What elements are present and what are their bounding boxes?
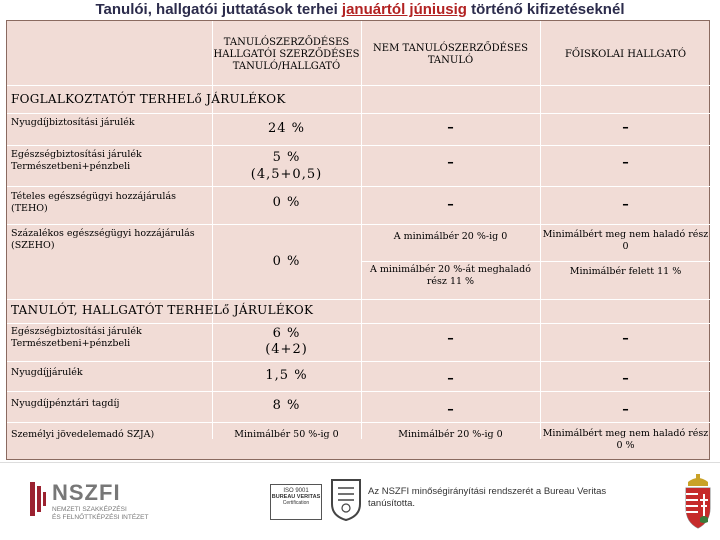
cell-dash: – <box>447 402 454 417</box>
cell-value: 8 % <box>272 398 301 413</box>
logo-subtitle-2: ÉS FELNŐTTKÉPZÉSI INTÉZET <box>52 514 149 521</box>
coat-of-arms-icon <box>682 472 714 532</box>
row-label-szja: Személyi jövedelemadó SZJA) <box>11 429 155 440</box>
section-student-contributions: TANULÓT, HALLGATÓT TERHELő JÁRULÉKOK <box>11 303 314 317</box>
cell-value: 1,5 % <box>265 368 308 383</box>
cell-dash: – <box>447 120 454 135</box>
cell-dash: – <box>447 371 454 386</box>
column-header-non-contract-student: NEM TANULÓSZERZŐDÉSES TANULÓ <box>373 43 528 66</box>
bureau-veritas-seal-icon <box>328 478 364 522</box>
cell-note: A minimálbér 20 %-ig 0 <box>393 231 508 242</box>
cell-note: Minimálbért meg nem haladó rész 0 % <box>542 428 709 451</box>
certification-text: Az NSZFI minőségirányítási rendszerét a Bureau Veritas tanúsította. <box>368 486 607 509</box>
cell-note: A minimálbér 20 %-át meghaladó rész 11 % <box>370 264 531 287</box>
cell-dash: – <box>622 402 629 417</box>
row-label-pension-fund: Nyugdíjpénztári tagdíj <box>11 398 120 409</box>
title-highlight: januártól júniusig <box>341 1 467 18</box>
nszfi-logo-mark-icon <box>30 482 48 516</box>
cell-note: Minimálbért meg nem haladó rész 0 <box>542 229 709 252</box>
hungarian-coat-of-arms <box>682 472 714 536</box>
cell-dash: – <box>622 155 629 170</box>
cell-dash: – <box>447 331 454 346</box>
cell-dash: – <box>622 331 629 346</box>
cell-value: 0 % <box>272 254 301 269</box>
cell-dash: – <box>447 155 454 170</box>
cell-note: Minimálbér 50 %-ig 0 <box>234 429 339 440</box>
cell-value-breakdown: (4+2) <box>265 342 308 357</box>
cell-value: 0 % <box>272 195 301 210</box>
row-label-szeho: Százalékos egészségügyi hozzájárulás (SZEHO) <box>11 228 195 251</box>
footer-divider <box>0 462 720 463</box>
column-header-contract-student: TANULÓSZERZŐDÉSES HALLGATÓI SZERZŐDÉSES TANULÓ/HALLGATÓ <box>213 37 360 72</box>
cell-dash: – <box>447 197 454 212</box>
row-label-pension-contribution: Nyugdíjjárulék <box>11 367 83 378</box>
cell-note: Minimálbér 20 %-ig 0 <box>398 429 503 440</box>
row-label-health-insurance-student: Egészségbiztosítási járulék Természetbeni+pénzbeli <box>11 326 142 349</box>
iso-box: ISO 9001 BUREAU VERITAS Certification <box>270 484 322 520</box>
row-label-health-insurance: Egészségbiztosítási járulék Természetbeni+pénzbeli <box>11 149 142 172</box>
cell-dash: – <box>622 120 629 135</box>
column-header-college-student: FŐISKOLAI HALLGATÓ <box>564 49 687 60</box>
logo-name: NSZFI <box>52 480 121 505</box>
logo-subtitle-1: NEMZETI SZAKKÉPZÉSI <box>52 506 127 513</box>
contributions-table <box>6 20 710 460</box>
page-title: Tanulói, hallgatói juttatások terhei januártól júniusig történő kifizetéseknél <box>95 1 625 18</box>
row-label-pension: Nyugdíjbiztosítási járulék <box>11 117 135 128</box>
row-label-teho: Tételes egészségügyi hozzájárulás (TEHO) <box>11 191 176 214</box>
cell-value: 6 % <box>272 326 301 341</box>
cell-dash: – <box>622 197 629 212</box>
cell-value: 24 % <box>267 121 306 136</box>
cell-note: Minimálbér felett 11 % <box>569 266 682 277</box>
cell-dash: – <box>622 371 629 386</box>
cell-value-breakdown: (4,5+0,5) <box>250 167 323 182</box>
section-employer-contributions: FOGLALKOZTATÓT TERHELő JÁRULÉKOK <box>11 92 286 106</box>
cell-value: 5 % <box>272 150 301 165</box>
